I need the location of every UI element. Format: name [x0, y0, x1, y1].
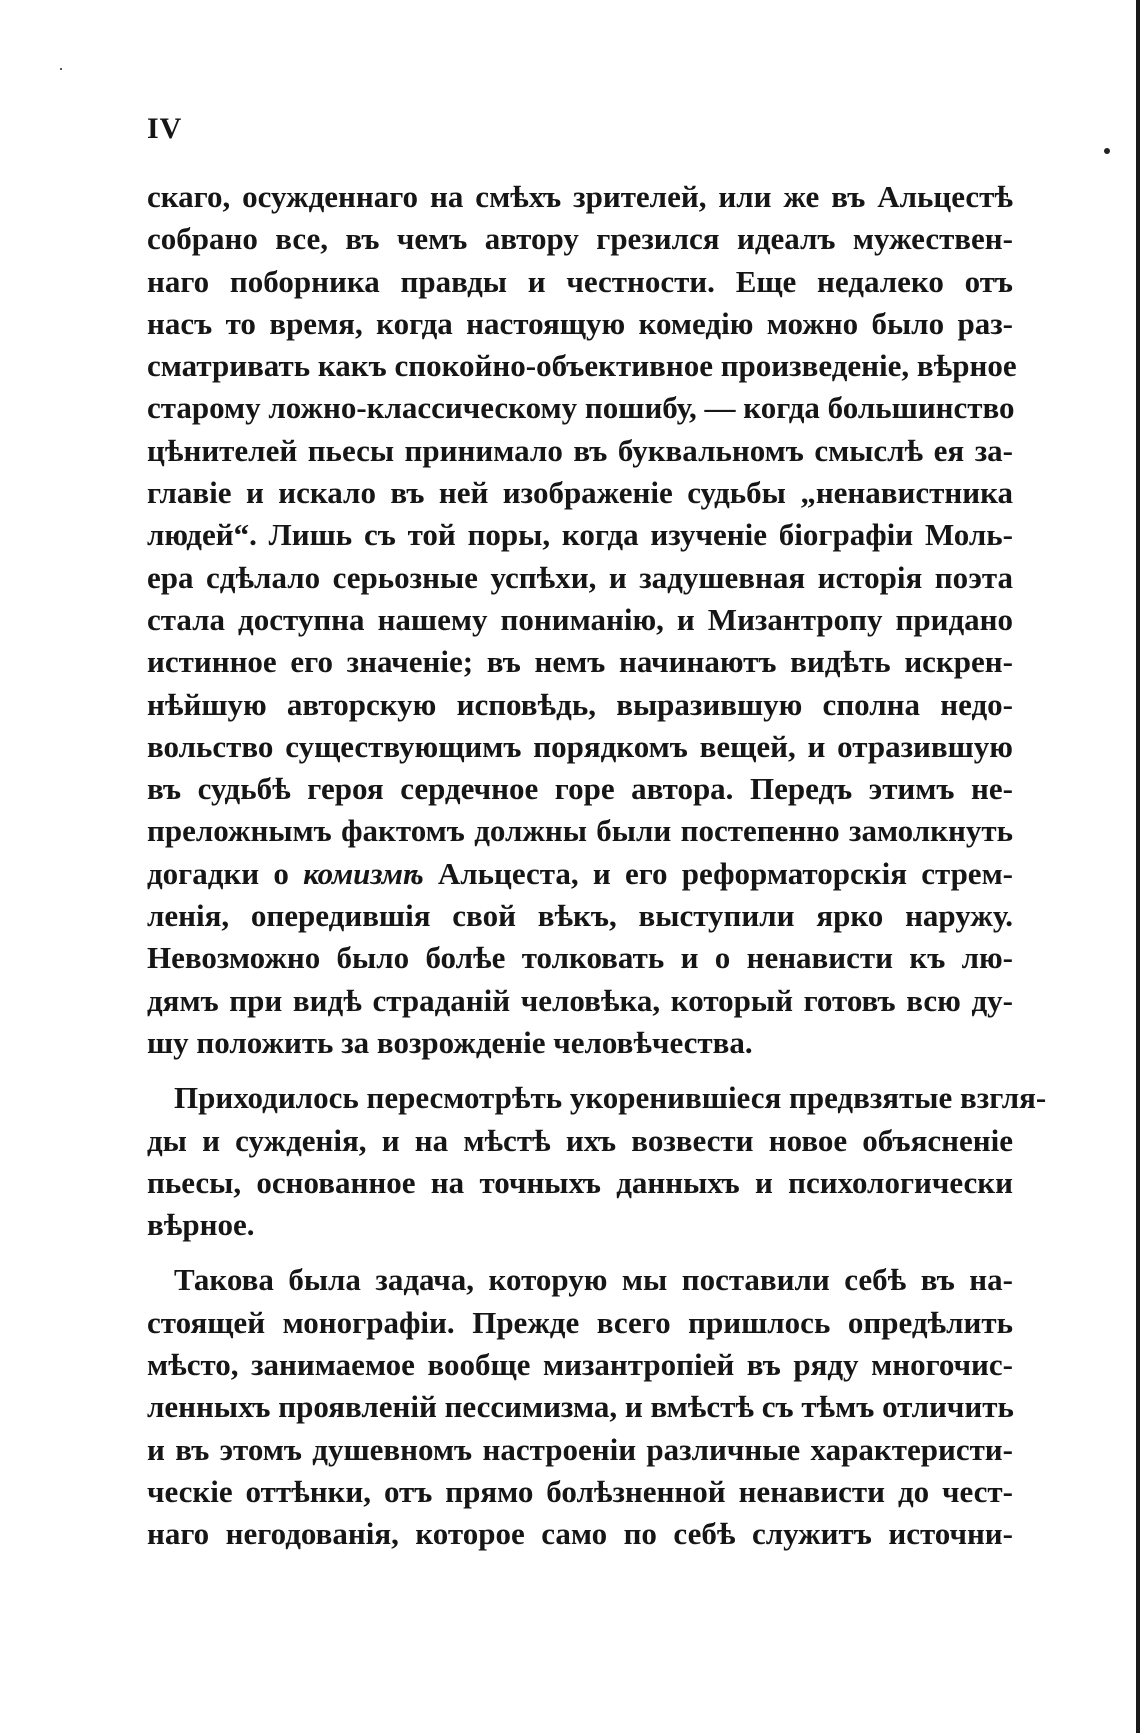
text-line: ды и сужденія, и на мѣстѣ ихъ возвести новое объясненіе [147, 1122, 1013, 1158]
text-line: дямъ при видѣ страданій человѣка, который готовъ всю ду- [147, 982, 1013, 1018]
page-number: IV [147, 112, 183, 145]
text-line: наго негодованія, которое само по себѣ служитъ источни- [147, 1516, 1013, 1552]
text-segment: догадки о [147, 855, 304, 891]
text-line: людей“. Лишь съ той поры, когда изученіе біографіи Моль- [147, 517, 1013, 553]
text-line: старому ложно-классическому пошибу, — когда большинство [147, 390, 1015, 426]
text-line: ленія, опередившія свой вѣкъ, выступили ярко наружу. [147, 898, 1013, 934]
text-line: сматривать какъ спокойно-объективное произведеніе, вѣрное [147, 348, 1017, 384]
text-line: вольство существующимъ порядкомъ вещей, и отразившую [147, 728, 1013, 764]
text-line: и въ этомъ душевномъ настроеніи различные характеристи- [147, 1431, 1013, 1467]
text-line: шу положить за возрожденіе человѣчества. [147, 1024, 753, 1060]
italic-word: комизмѣ [303, 855, 424, 891]
paragraph-1 [147, 176, 1017, 1064]
text-line: Приходилось пересмотрѣть укоренившіеся предвзятые взгля- [174, 1080, 1047, 1116]
text-line: собрано все, въ чемъ автору грезился идеалъ мужествен- [147, 221, 1013, 257]
text-line: стала доступна нашему пониманію, и Мизантропу придано [147, 601, 1013, 637]
text-line: мѣсто, занимаемое вообще мизантропіей въ ряду многочис- [147, 1347, 1013, 1383]
text-line: нѣйшую авторскую исповѣдь, выразившую сполна недо- [147, 686, 1013, 722]
text-line: Такова была задача, которую мы поставили себѣ въ на- [174, 1262, 1013, 1298]
text-line: вѣрное. [147, 1207, 255, 1243]
ink-speck [60, 68, 62, 70]
ink-speck [1104, 148, 1110, 154]
text-line: стоящей монографіи. Прежде всего пришлось опредѣлить [147, 1304, 1013, 1340]
text-line: насъ то время, когда настоящую комедію можно было раз- [147, 305, 1013, 341]
text-line: ческіе оттѣнки, отъ прямо болѣзненной ненависти до чест- [147, 1473, 1013, 1509]
text-line: наго поборника правды и честности. Еще недалеко отъ [147, 263, 1013, 299]
text-line: ленныхъ проявленій пессимизма, и вмѣстѣ съ тѣмъ отличить [147, 1389, 1014, 1425]
text-segment: Альцеста, и его реформаторскія стрем- [423, 855, 1014, 891]
text-line: ера сдѣлало серьозные успѣхи, и задушевная исторія поэта [147, 559, 1013, 595]
text-line: Невозможно было болѣе толковать и о ненависти къ лю- [147, 940, 1013, 976]
paragraph-3 [147, 1259, 1013, 1555]
text-line: главіе и искало въ ней изображеніе судьбы „ненавистника [147, 475, 1013, 511]
text-line: пьесы, основанное на точныхъ данныхъ и психологически [147, 1164, 1013, 1200]
text-line-with-italic [147, 853, 1013, 895]
body-text [147, 176, 1047, 1556]
paragraph-gap [147, 1246, 1013, 1259]
text-line: скаго, осужденнаго на смѣхъ зрителей, или же въ Альцестѣ [147, 179, 1013, 214]
page-edge-shadow [1136, 0, 1140, 1733]
paragraph-2 [147, 1077, 1047, 1246]
text-line: въ судьбѣ героя сердечное горе автора. Передъ этимъ не- [147, 771, 1013, 807]
text-line: цѣнителей пьесы принимало въ буквальномъ смыслѣ ея за- [147, 432, 1013, 468]
paragraph-gap [147, 1064, 1013, 1077]
text-line: преложнымъ фактомъ должны были постепенно замолкнуть [147, 813, 1013, 849]
text-line: истинное его значеніе; въ немъ начинаютъ видѣть искрен- [147, 644, 1013, 680]
